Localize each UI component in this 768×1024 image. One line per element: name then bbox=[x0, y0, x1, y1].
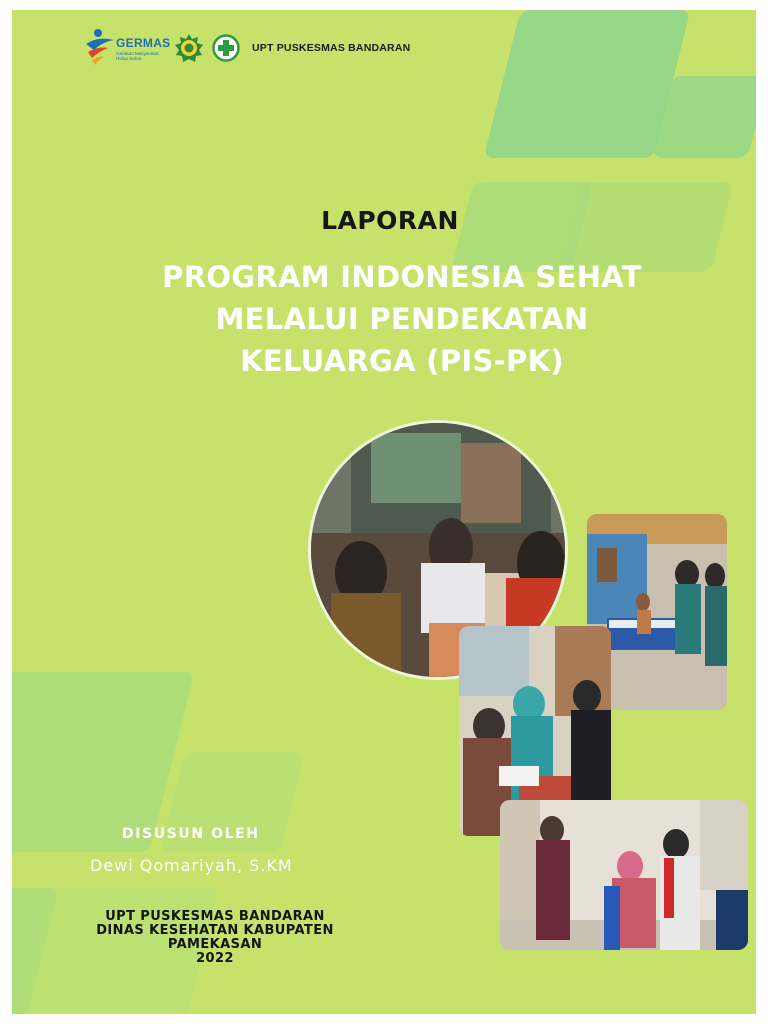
header-logos bbox=[84, 26, 410, 70]
health-cross-logo-icon bbox=[212, 34, 240, 62]
report-label: LAPORAN bbox=[321, 206, 459, 235]
regency-emblem-icon bbox=[174, 33, 204, 63]
report-title bbox=[142, 256, 662, 382]
report-title-line: PROGRAM INDONESIA SEHAT bbox=[162, 260, 642, 294]
report-title-line: KELUARGA (PIS-PK) bbox=[240, 344, 564, 378]
report-cover-page bbox=[12, 10, 756, 1014]
compiled-by-label: DISUSUN OLEH bbox=[122, 826, 260, 842]
germas-logo bbox=[84, 28, 171, 68]
publisher-line: UPT PUSKESMAS BANDARAN bbox=[105, 909, 325, 924]
photo-elderly-visit bbox=[500, 800, 748, 950]
publisher-block bbox=[84, 910, 346, 966]
germas-logo-tagline: Gerakan Masyarakat Hidup Sehat bbox=[116, 51, 159, 61]
germas-logo-text: GERMAS bbox=[116, 36, 171, 50]
publication-year: 2022 bbox=[196, 951, 234, 966]
header-organization-name: UPT PUSKESMAS BANDARAN bbox=[252, 42, 411, 54]
author-name: Dewi Qomariyah, S.KM bbox=[90, 856, 293, 875]
report-title-line: MELALUI PENDEKATAN bbox=[215, 302, 589, 336]
publisher-line: DINAS KESEHATAN KABUPATEN bbox=[96, 923, 334, 938]
publisher-line: PAMEKASAN bbox=[167, 937, 263, 952]
